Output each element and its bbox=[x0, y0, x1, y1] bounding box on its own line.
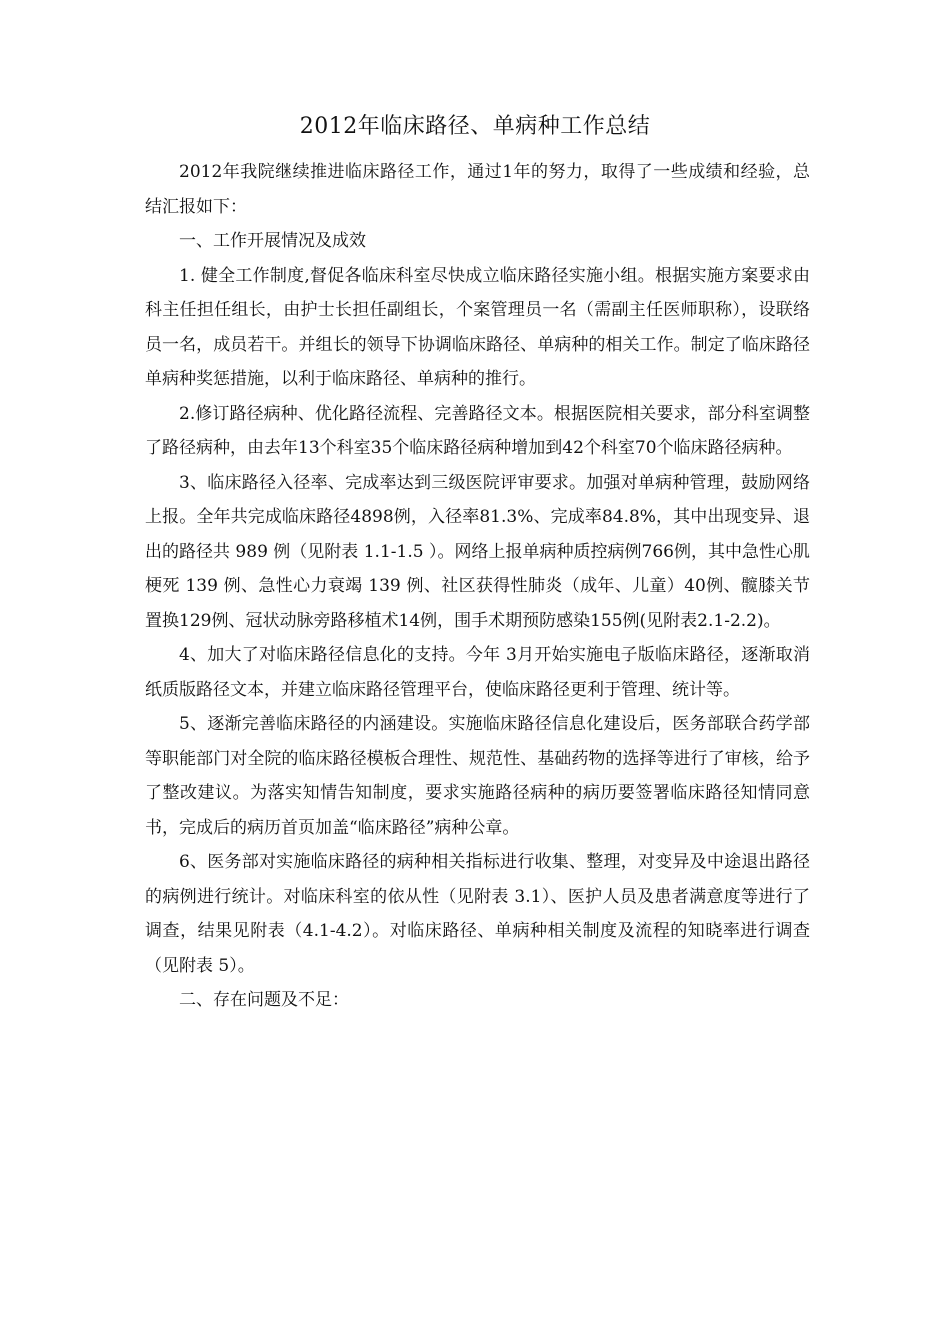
paragraph-item-4: 4、加大了对临床路径信息化的支持。今年 3月开始实施电子版临床路径，逐渐取消纸质版路径文本，并建立临床路径管理平台，使临床路径更利于管理、统计等。 bbox=[145, 645, 810, 700]
document-body bbox=[145, 155, 810, 1018]
section-heading-1: 一、工作开展情况及成效 bbox=[179, 231, 366, 251]
section-heading-2: 二、存在问题及不足： bbox=[179, 990, 349, 1010]
paragraph-item-6: 6、医务部对实施临床路径的病种相关指标进行收集、整理，对变异及中途退出路径的病例进行统计。对临床科室的依从性（见附表 3.1）、医护人员及患者满意度等进行了调查，结果见附表（4.1-4.2）。对临床路径、单病种相关制度及流程的知晓率进行调查（见附表 5）。 bbox=[145, 852, 810, 976]
paragraph-item-5: 5、逐渐完善临床路径的内涵建设。实施临床路径信息化建设后，医务部联合药学部等职能部门对全院的临床路径模板合理性、规范性、基础药物的选择等进行了审核，给予了整改建议。为落实知情告知制度，要求实施路径病种的病历要签署临床路径知情同意书，完成后的病历首页加盖“临床路径”病种公章。 bbox=[145, 714, 810, 838]
document-title: 2012年临床路径、单病种工作总结 bbox=[299, 114, 651, 139]
paragraph-item-3: 3、临床路径入径率、完成率达到三级医院评审要求。加强对单病种管理，鼓励网络上报。全年共完成临床路径4898例，入径率81.3%、完成率84.8%，其中出现变异、退出的路径共 989 例（见附表 1.1-1.5 ）。网络上报单病种质控病例766例，其中急性心肌梗死 139 例、急性心力衰竭 139 例、社区获得性肺炎（成年、儿童）40例、髋膝关节置换129例、冠状动脉旁路移植术14例，围手术期预防感染155例(见附表2.1-2.2)。 bbox=[145, 472, 810, 631]
paragraph-item-1: 1. 健全工作制度,督促各临床科室尽快成立临床路径实施小组。根据实施方案要求由科主任担任组长，由护士长担任副组长，个案管理员一名（需副主任医师职称），设联络员一名，成员若干。并组长的领导下协调临床路径、单病种的相关工作。制定了临床路径单病种奖惩措施，以利于临床路径、单病种的推行。 bbox=[145, 265, 810, 389]
intro-paragraph: 2012年我院继续推进临床路径工作，通过1年的努力，取得了一些成绩和经验，总结汇报如下： bbox=[145, 162, 810, 217]
paragraph-item-2: 2.修订路径病种、优化路径流程、完善路径文本。根据医院相关要求，部分科室调整了路径病种，由去年13个科室35个临床路径病种增加到42个科室70个临床路径病种。 bbox=[145, 403, 810, 458]
